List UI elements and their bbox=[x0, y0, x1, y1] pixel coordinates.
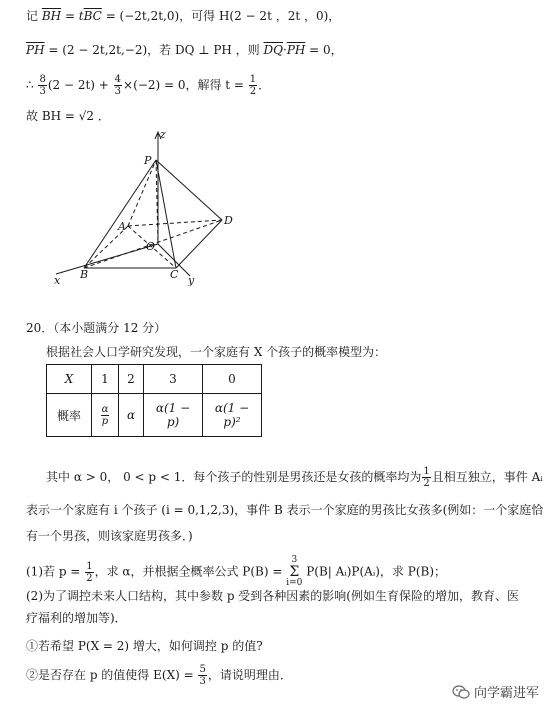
vector-ph: $\overline{PH}$ bbox=[286, 43, 306, 57]
fraction: $\frac{1}{2}$ bbox=[423, 466, 430, 489]
table-cell: 1 bbox=[92, 365, 119, 394]
problem-intro: 根据社会人口学研究发现，一个家庭有 X 个孩子的概率模型为： bbox=[46, 345, 387, 359]
text: 记 bbox=[26, 9, 42, 23]
problem-paragraph-3: 有一个男孩，则该家庭男孩多．) bbox=[26, 529, 193, 543]
summation: 3 Σ i=0 bbox=[286, 555, 303, 588]
text: ，请说明理由． bbox=[207, 668, 292, 682]
table-row bbox=[47, 365, 262, 394]
solution-line-4: 故 BH = √2 ． bbox=[26, 109, 110, 123]
vector-ph: $\overline{PH}$ bbox=[26, 43, 45, 57]
text: = (−2t,2t,0)，可得 H(2 − 2t ，2t ，0)， bbox=[101, 9, 341, 23]
question-1 bbox=[26, 556, 446, 588]
text: ． bbox=[258, 78, 271, 92]
label-x: x bbox=[54, 274, 61, 286]
text: = t bbox=[61, 9, 84, 23]
label-c: C bbox=[170, 268, 179, 281]
table-cell: X bbox=[47, 365, 92, 394]
text: (2 − 2t) + bbox=[47, 78, 113, 92]
wechat-icon bbox=[452, 684, 470, 700]
label-p: P bbox=[144, 154, 152, 167]
question-2-cont: 疗福利的增加等)． bbox=[26, 611, 127, 625]
label-b: B bbox=[80, 268, 89, 281]
text: 其中 α > 0， bbox=[46, 470, 120, 484]
label-o: O bbox=[146, 240, 156, 253]
problem-heading: 20．（本小题满分 12 分） bbox=[26, 321, 167, 335]
text: ×(−2) = 0，解得 t = bbox=[123, 78, 248, 92]
subquestion-2 bbox=[26, 664, 292, 687]
watermark bbox=[452, 682, 539, 701]
text: = (2 − 2t,2t,−2)，若 DQ ⊥ PH ，则 bbox=[44, 43, 264, 57]
text: ，求 α，并根据全概率公式 P(B) = bbox=[94, 564, 287, 579]
fraction: $\frac{5}{3}$ bbox=[199, 664, 206, 687]
solution-line-3 bbox=[26, 74, 270, 97]
table-cell: 概率 bbox=[47, 394, 92, 437]
vector-bc: $\overline{BC}$ bbox=[83, 9, 102, 23]
table-cell: 3 bbox=[144, 365, 203, 394]
edge-cd bbox=[176, 220, 222, 268]
fraction: $\frac{8}{3}$ bbox=[39, 74, 46, 97]
edge-ad bbox=[128, 220, 222, 226]
question-2: (2)为了调控未来人口结构，其中参数 p 受到各种因素的影响(例如生育保险的增加，教育、医 bbox=[26, 589, 519, 603]
text: 且相互独立，事件 Aᵢ bbox=[431, 470, 543, 484]
x-axis bbox=[56, 244, 158, 274]
label-d: D bbox=[224, 214, 233, 227]
label-z: z bbox=[160, 128, 166, 141]
edge-pa bbox=[128, 160, 156, 226]
fraction: $\frac{1}{2}$ bbox=[86, 560, 93, 584]
watermark-text: 向学霸进军 bbox=[474, 686, 540, 701]
text: P(B| Aᵢ)P(Aᵢ)，求 P(B)； bbox=[302, 564, 447, 579]
table-cell: 0 bbox=[203, 365, 262, 394]
problem-paragraph-1 bbox=[46, 466, 543, 489]
table-row bbox=[47, 394, 262, 437]
table-cell: α(1 − p) bbox=[144, 394, 203, 437]
text: ∴ bbox=[26, 78, 38, 92]
text: (1)若 p = bbox=[26, 564, 85, 579]
fraction: $\frac{4}{3}$ bbox=[114, 74, 122, 97]
pyramid-figure bbox=[48, 126, 248, 286]
subquestion-1: ①若希望 P(X = 2) 增大，如何调控 p 的值? bbox=[26, 639, 263, 653]
vector-dq: $\overline{DQ}$ bbox=[263, 43, 283, 57]
dot-operator: · bbox=[282, 43, 287, 57]
table-cell: 2 bbox=[119, 365, 144, 394]
vector-bh: $\overline{BH}$ bbox=[41, 9, 62, 23]
label-y: y bbox=[188, 274, 195, 286]
table-cell bbox=[92, 394, 119, 437]
text: = 0， bbox=[305, 43, 343, 57]
table-cell: α bbox=[119, 394, 144, 437]
probability-table bbox=[46, 364, 262, 437]
problem-paragraph-2: 表示一个家庭有 i 个孩子 (i = 0,1,2,3)，事件 B 表示一个家庭的男孩比女孩多(例如：一个家庭恰 bbox=[26, 503, 544, 517]
solution-line-2 bbox=[26, 42, 343, 58]
solution-line-1 bbox=[26, 8, 340, 24]
fraction: $\frac{\alpha}{p}$ bbox=[101, 403, 109, 427]
fraction: $\frac{1}{2}$ bbox=[249, 74, 257, 97]
table-cell: α(1 − p)² bbox=[203, 394, 262, 437]
text: 0 < p < 1．每个孩子的性别是男孩还是女孩的概率均为 bbox=[123, 470, 422, 484]
text: ②是否存在 p 的值使得 E(X) = bbox=[26, 668, 198, 682]
label-a: A bbox=[118, 220, 126, 233]
